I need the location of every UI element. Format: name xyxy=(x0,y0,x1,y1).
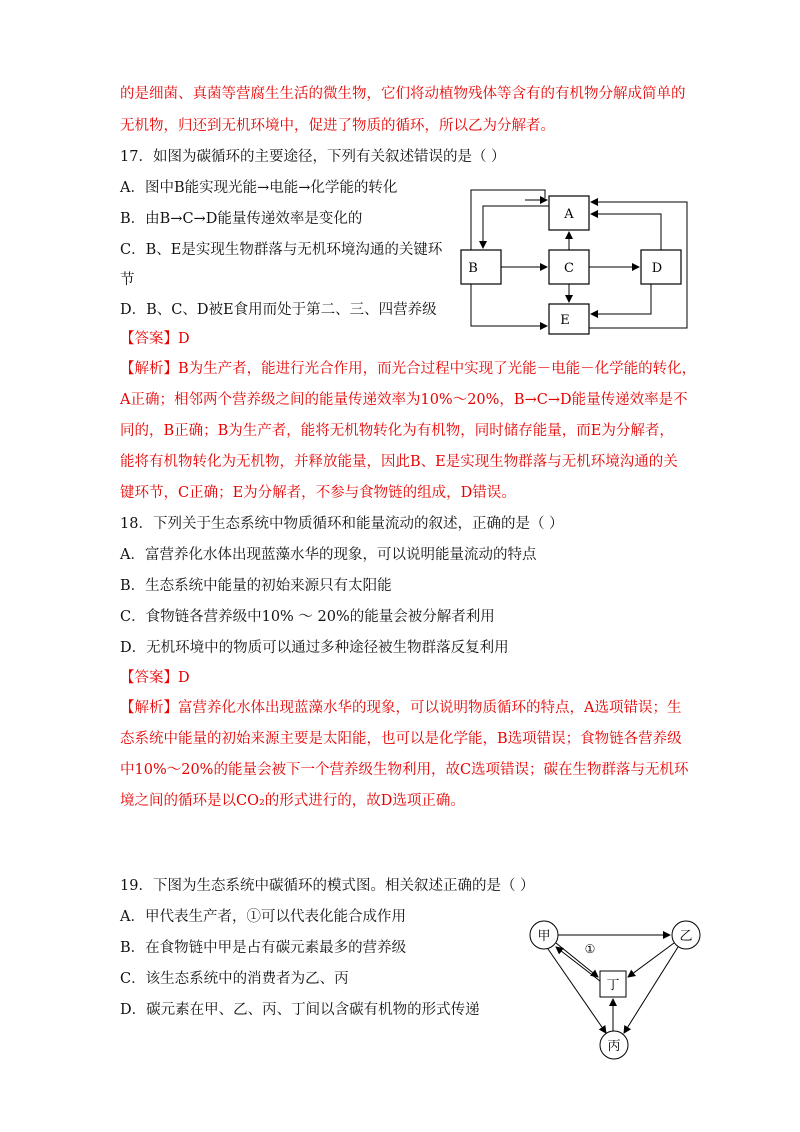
text-line: 键环节，C正确；E为分解者，不参与食物链的组成，D错误。 xyxy=(120,485,516,501)
text-line: 【答案】D xyxy=(120,670,190,686)
text-line: B．生态系统中能量的初始来源只有太阳能 xyxy=(120,578,392,594)
label-circle-1: ① xyxy=(584,942,596,956)
text-line: 节 xyxy=(120,272,135,288)
text-line: 态系统中能量的初始来源主要是太阳能，也可以是化学能，B选项错误；食物链各营养级 xyxy=(120,731,682,747)
svg-text:甲: 甲 xyxy=(537,929,551,944)
text-line: 同的，B正确；B为生产者，能将无机物转化为有机物，同时储存能量，而E为分解者， xyxy=(120,423,674,439)
text-line: A．图中B能实现光能→电能→化学能的转化 xyxy=(120,180,398,196)
text-line: A正确；相邻两个营养级之间的能量传递效率为10%～20%，B→C→D能量传递效率是不 xyxy=(120,392,688,408)
text-line: 无机物，归还到无机环境中，促进了物质的循环，所以乙为分解者。 xyxy=(120,118,555,134)
text-line: 17．如图为碳循环的主要途径，下列有关叙述错误的是（ ） xyxy=(120,149,506,165)
text-line: C．该生态系统中的消费者为乙、丙 xyxy=(120,971,349,987)
text-line: 能将有机物转化为无机物，并释放能量，因此B、E是实现生物群落与无机环境沟通的关 xyxy=(120,454,678,470)
text-line: 19．下图为生态系统中碳循环的模式图。相关叙述正确的是（ ） xyxy=(120,878,535,894)
text-line: C．B、E是实现生物群落与无机环境沟通的关键环 xyxy=(120,242,443,258)
label-E: E xyxy=(560,313,570,328)
text-line: 【答案】D xyxy=(120,331,190,347)
text-line: D．B、C、D被E食用而处于第二、三、四营养级 xyxy=(120,302,437,318)
carbon-cycle-diagram-17 xyxy=(455,188,695,338)
text-line: C．食物链各营养级中10% ～ 20%的能量会被分解者利用 xyxy=(120,609,495,625)
svg-text:乙: 乙 xyxy=(679,929,693,944)
text-line: D．无机环境中的物质可以通过多种途径被生物群落反复利用 xyxy=(120,640,509,656)
text-line: 【解析】B为生产者，能进行光合作用，而光合过程中实现了光能－电能－化学能的转化， xyxy=(120,361,697,377)
text-line: B．由B→C→D能量传递效率是变化的 xyxy=(120,211,363,227)
label-B: B xyxy=(468,261,478,276)
text-line: D．碳元素在甲、乙、丙、丁间以含碳有机物的形式传递 xyxy=(120,1002,480,1018)
text-line: B．在食物链中甲是占有碳元素最多的营养级 xyxy=(120,940,407,956)
label-C: C xyxy=(564,261,574,276)
text-line: 【解析】富营养化水体出现蓝藻水华的现象，可以说明物质循环的特点，A选项错误；生 xyxy=(120,700,682,716)
label-A: A xyxy=(564,207,574,222)
svg-text:丙: 丙 xyxy=(607,1039,621,1054)
text-line: 境之间的循环是以CO₂的形式进行的，故D选项正确。 xyxy=(120,793,465,809)
box-B xyxy=(461,250,501,284)
text-line: 18．下列关于生态系统中物质循环和能量流动的叙述，正确的是（ ） xyxy=(120,516,564,532)
text-line: A．富营养化水体出现蓝藻水华的现象，可以说明能量流动的特点 xyxy=(120,547,537,563)
svg-text:丁: 丁 xyxy=(606,978,620,993)
text-line: A．甲代表生产者，①可以代表化能合成作用 xyxy=(120,909,406,925)
text-line: 中10%～20%的能量会被下一个营养级生物利用，故C选项错误；碳在生物群落与无机环 xyxy=(120,762,689,778)
text-line: 的是细菌、真菌等营腐生生活的微生物，它们将动植物残体等含有的有机物分解成简单的 xyxy=(120,86,686,102)
label-D: D xyxy=(651,261,663,276)
carbon-cycle-diagram-19 xyxy=(516,915,716,1065)
